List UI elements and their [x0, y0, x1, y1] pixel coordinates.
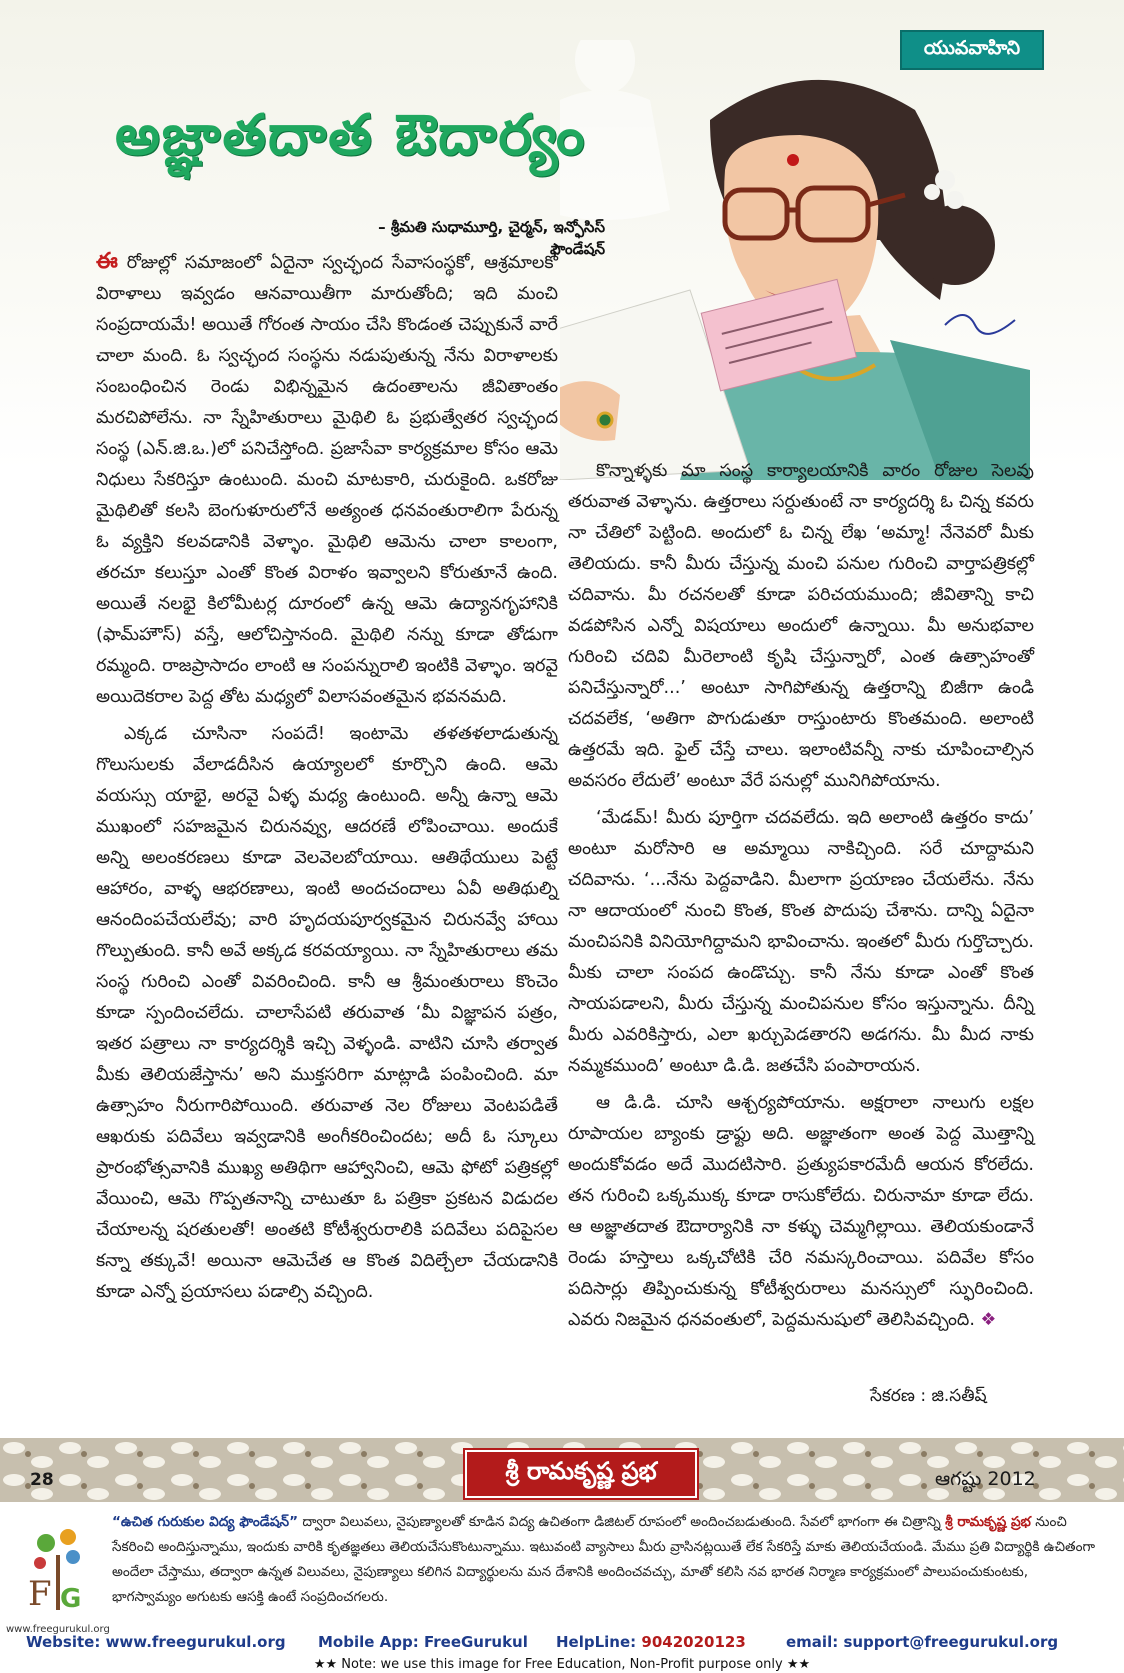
article-paragraph: ‘మేడమ్! మీరు పూర్తిగా చదవలేదు. ఇది అలాంటి ఉత్తరం కాదు’ అంటూ మరోసారి ఆ అమ్మాయి నాకిచ్చింది. సరే చూద్దామని చదివాను. ‘...నేను పెద్దవాడిని. మీలాగా ప్రయాణం చేయలేను. నేను నా ఆదాయంలో నుంచి కొంత, కొంత పొదుపు చేశాను. దాన్ని ఏదైనా మంచిపనికి వినియోగిద్దామని భావించాను. ఇంతలో మీరు గుర్తొచ్చారు. మీకు చాలా సంపద ఉండొచ్చు. కానీ నేను కూడా ఎంతో కొంత సాయపడాలని, మీరు చేస్తున్న మంచిపనుల కోసం ఇస్తున్నాను. దీన్ని మీరు ఎవరికిస్తారు, ఎలా ఖర్చుపెడతారని అడగను. మీ మీద నాకు నమ్మకముంది’ అంటూ డి.డి. జతచేసి పంపారాయన. [568, 808, 1034, 1076]
website-link[interactable]: www.freegurukul.org [105, 1633, 286, 1651]
notice-text: నుంచి సేకరించి అందిస్తున్నాము, ఇందుకు వారికి కృతజ్ఞతలు తెలియచేసుకొంటున్నాము. ఇటువంటి వ్యాసాలు మీరు వ్రాసినట్లయితే లేక సేకరిస్తే మాకు తెలియచేయండి. మేము ప్రతి విద్యార్థికి ఉచితంగా అందేలా చేస్తాము, తద్వారా ఉన్నత విలువలు, నైపుణ్యాలు కలిగిన విద్యార్థులను మన దేశానికి అందించవచ్చు, మాతో కలిసి నవ భారత నిర్మాణ కార్యక్రమంలో పాలుపంచుకుంటకు, భాగస్వామ్యం అగుటకు ఆసక్తి ఉంటే సంప్రదించగలరు. [112, 1514, 1096, 1605]
magazine-name-badge: శ్రీ రామకృష్ణ ప్రభ [465, 1450, 697, 1498]
section-tag: యువవాహిని [900, 30, 1044, 70]
end-mark-icon: ❖ [980, 1310, 997, 1330]
freegurukul-notice [112, 1510, 1102, 1610]
article-paragraph [96, 246, 558, 713]
article-byline: – శ్రీమతి సుధామూర్తి, చైర్మన్, ఇన్ఫోసిస్ ఫౌండేషన్ [378, 218, 605, 258]
helpline-label: HelpLine: [556, 1633, 637, 1651]
website-contact [26, 1633, 286, 1651]
page-number: 28 [30, 1470, 54, 1490]
app-name[interactable]: FreeGurukul [423, 1633, 528, 1651]
logo-url: www.freegurukul.org [6, 1624, 110, 1635]
article-column-right [568, 456, 1034, 1342]
article-paragraph: కొన్నాళ్ళకు మా సంస్థ కార్యాలయానికి వారం రోజుల సెలవు తరువాత వెళ్ళాను. ఉత్తరాలు సర్దుతుంటే నా కార్యదర్శి ఓ చిన్న కవరు నా చేతిలో పెట్టింది. అందులో ఓ చిన్న లేఖ ‘అమ్మా! నేనెవరో మీకు తెలియదు. కానీ మీరు చేస్తున్న మంచి పనుల గురించి వార్తాపత్రికల్లో చదివాను. మీ రచనలతో కూడా పరిచయముంది; జీవితాన్ని కాచి వడపోసిన ఎన్నో విషయాలు అందులో ఉన్నాయి. మీ అనుభవాల గురించి చదివి మీరెలాంటి కృషి చేస్తున్నారో, ఎంత ఉత్సాహంతో పనిచేస్తున్నారో...’ అంటూ సాగిపోతున్న ఉత్తరాన్ని బిజీగా ఉండి చదవలేక, ‘అతిగా పొగుడుతూ రాస్తుంటారు కొంతమంది. అలాంటి ఉత్తరమే ఇది. ఫైల్ చేస్తే చాలు. ఇలాంటివన్నీ నాకు చూపించాల్సిన అవసరం లేదులే’ అంటూ వేరే పనుల్లో మునిగిపోయాను. [568, 461, 1034, 791]
woman-reading-illustration [560, 40, 1080, 480]
app-label: Mobile App: [318, 1633, 419, 1651]
usage-note: ★★ Note: we use this image for Free Education, Non-Profit purpose only ★★ [313, 1657, 811, 1672]
email-label: email: [786, 1633, 839, 1651]
org-name: “ఉచిత గురుకుల విద్య ఫౌండేషన్” [112, 1514, 299, 1530]
email-link[interactable]: support@freegurukul.org [843, 1633, 1059, 1651]
dropcap: ఈ [96, 249, 118, 274]
freegurukul-logo-icon [18, 1515, 98, 1615]
notice-text: ద్వారా విలువలు, నైపుణ్యాలతో కూడిన విద్య ఉచితంగా డిజిటల్ రూపంలో అందించబడుతుంది. సేవలో భాగంగా ఈ చిత్రాన్ని [302, 1514, 941, 1530]
helpline-contact [556, 1633, 746, 1651]
svg-text:F: F [28, 1574, 52, 1614]
article-paragraph: ఎక్కడ చూసినా సంపదే! ఇంటామె తళతళలాడుతున్న గొలుసులకు వేలాడదీసిన ఉయ్యాలలో కూర్చొని ఉంది. ఆమె వయస్సు యాభై, అరవై ఏళ్ళ మధ్య ఉంటుంది. అన్నీ ఉన్నా ఆమె ముఖంలో సహజమైన చిరునవ్వు, ఆదరణే లోపించాయి. అందుకే అన్ని అలంకరణలు కూడా వెలవెలబోయాయి. ఆతిథేయులు పెట్టే ఆహారం, వాళ్ళ ఆభరణాలు, ఇంటి అందచందాలు ఏవీ అతిథుల్ని ఆనందింపచేయలేవు; వారి హృదయపూర్వకమైన చిరునవ్వే హాయి గొల్పుతుంది. కానీ అవే అక్కడ కరవయ్యాయి. నా స్నేహితురాలు తమ సంస్థ గురించి ఎంతో వివరించింది. కానీ ఆ శ్రీమంతురాలు కొంచెం కూడా స్పందించలేదు. చాలాసేపటి తరువాత ‘మీ విజ్ఞాపన పత్రం, ఇతర పత్రాలు నా కార్యదర్శికి ఇచ్చి వెళ్ళండి. వాటిని చూసి తర్వాత మీకు తెలియజేస్తాను’ అని ముక్తసరిగా మాట్లాడి పంపించింది. మా ఉత్సాహం నీరుగారిపోయింది. తరువాత నెల రోజులు వెంటపడితే ఆఖరుకు పదివేలు ఇవ్వడానికి అంగీకరించిందట; అదీ ఓ స్కూలు ప్రారంభోత్సవానికి ముఖ్య అతిథిగా ఆహ్వానించి, ఆమె ఫోటో పత్రికల్లో వేయించి, ఆమె గొప్పతనాన్ని చాటుతూ ఓ పత్రికా ప్రకటన విడుదల చేయాలన్న షరతులతో! అంతటి కోటీశ్వరురాలికి పదివేలు పదిపైసల కన్నా తక్కువే! అయినా ఆమెచేత ఆ కొంత విదిల్చేలా చేయడానికి కూడా ఎన్నో ప్రయాసలు పడాల్సి వచ్చింది. [96, 724, 558, 1302]
article-paragraph [568, 1088, 1034, 1336]
article-title: అజ్ఞాతదాత ఔదార్యం [115, 103, 587, 168]
svg-text:G: G [60, 1584, 82, 1614]
article-credit: సేకరణ : జి.సతీష్ [870, 1386, 987, 1406]
email-contact [786, 1633, 1058, 1651]
paragraph-text: రోజుల్లో సమాజంలో ఏదైనా స్వచ్ఛంద సేవాసంస్థకో, ఆశ్రమాలకో విరాళాలు ఇవ్వడం ఆనవాయితీగా మారుతోంది; ఇది మంచి సంప్రదాయమే! అయితే గోరంత సాయం చేసి కొండంత చెప్పుకునే వారే చాలా మంది. ఓ స్వచ్ఛంద సంస్థను నడుపుతున్న నేను విరాళాలకు సంబంధించిన రెండు విభిన్నమైన ఉదంతాలను జీవితాంతం మరచిపోలేను. నా స్నేహితురాలు మైథిలి ఓ ప్రభుత్వేతర స్వచ్ఛంద సంస్థ (ఎన్.జి.ఒ.)లో పనిచేస్తోంది. ప్రజాసేవా కార్యక్రమాల కోసం ఆమె నిధులు సేకరిస్తూ ఉంటుంది. మంచి మాటకారి, చురుకైంది. ఒకరోజు మైథిలితో కలసి బెంగుళూరులోనే అత్యంత ధనవంతురాలిగా పేరున్న ఓ వ్యక్తిని కలవడానికి వెళ్ళాం. మైథిలి ఆమెను చాలా కాలంగా, తరచూ కలుస్తూ ఎంతో కొంత విరాళం ఇవ్వాలని కోరుతూనే ఉంది. అయితే నలభై కిలోమీటర్ల దూరంలో ఉన్న ఆమె ఉద్యానగృహానికి (ఫామ్‌హౌస్) వస్తే, ఆలోచిస్తానంది. మైథిలి నన్ను కూడా తోడుగా రమ్మంది. రాజప్రాసాదం లాంటి ఆ సంపన్నురాలి ఇంటికి వెళ్ళాం. ఇరవై అయిదెకరాల పెద్ద తోట మధ్యలో విలాసవంతమైన భవనమది. [96, 253, 558, 707]
paragraph-text: ఆ డి.డి. చూసి ఆశ్చర్యపోయాను. అక్షరాలా నాలుగు లక్షల రూపాయల బ్యాంకు డ్రాఫ్టు అది. అజ్ఞాతంగా అంత పెద్ద మొత్తాన్ని అందుకోవడం అదే మొదటిసారి. ప్రత్యుపకారమేదీ ఆయన కోరలేదు. తన గురించి ఒక్కముక్క కూడా రాసుకోలేదు. చిరునామా కూడా లేదు. ఆ అజ్ఞాతదాత ఔదార్యానికి నా కళ్ళు చెమ్మగిల్లాయి. తెలియకుండానే రెండు హస్తాలు ఒక్కచోటికి చేరి నమస్కరించాయి. పదివేల కోసం పదిసార్లు తిప్పించుకున్న కోటీశ్వరురాలు మనస్సులో స్ఫురించింది. ఎవరు నిజమైన ధనవంతులో, పెద్దమనుషులో తెలిసివచ్చింది. [568, 1093, 1034, 1330]
app-contact [318, 1633, 528, 1651]
magazine-reference: శ్రీ రామకృష్ణ ప్రభ [945, 1514, 1031, 1530]
helpline-number[interactable]: 9042020123 [641, 1633, 746, 1651]
article-column-left [96, 246, 558, 1314]
issue-date: ఆగష్టు 2012 [935, 1468, 1036, 1490]
website-label: Website: [26, 1633, 101, 1651]
